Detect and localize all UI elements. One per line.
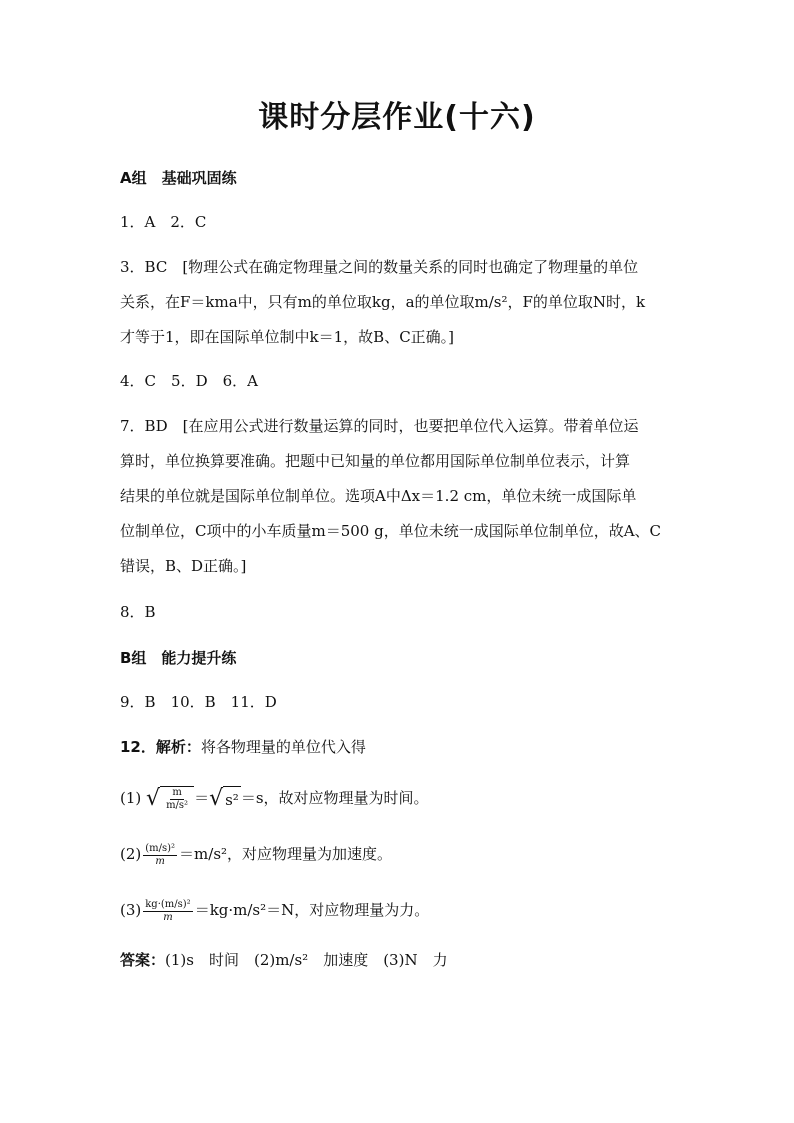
- answers-1-2: 1．A 2．C: [120, 213, 207, 231]
- item3-frac-den: m: [163, 911, 173, 923]
- q7-line-1: 7．BD [在应用公式进行数量运算的同时，也要把单位代入运算。带着单位运: [120, 417, 639, 435]
- answer-label: 答案：: [120, 951, 166, 969]
- sqrt-s2: √ s²: [209, 786, 239, 811]
- item3-fraction: [143, 899, 192, 924]
- final-answer: [120, 950, 700, 970]
- q12-item-1: [120, 785, 700, 813]
- group-b-heading: B组 能力提升练: [120, 649, 237, 667]
- group-a-heading: A组 基础巩固练: [120, 169, 237, 187]
- item1-result: ＝s，故对应物理量为时间。: [240, 789, 429, 807]
- item3-label: (3): [120, 901, 142, 919]
- q12-label: 12．解析：: [120, 738, 201, 756]
- q3-line-2: 关系，在F＝kma中，只有m的单位取kg，a的单位取m/s²，F的单位取N时，k: [120, 293, 646, 311]
- answer-8: 8．B: [120, 603, 156, 621]
- q7-line-2: 算时，单位换算要准确。把题中已知量的单位都用国际单位制单位表示，计算: [120, 452, 631, 470]
- answer-text: (1)s 时间 (2)m/s² 加速度 (3)N 力: [165, 951, 448, 969]
- q3-line-1: 3．BC [物理公式在确定物理量之间的数量关系的同时也确定了物理量的单位: [120, 258, 639, 276]
- q12-intro-text: 将各物理量的单位代入得: [200, 738, 366, 756]
- item3-result: ＝kg·m/s²＝N，对应物理量为力。: [194, 901, 430, 919]
- q12-item-2: [120, 840, 700, 868]
- item2-fraction: [143, 843, 177, 868]
- item1-equals: ＝: [194, 789, 210, 807]
- q7-line-5: 错误，B、D正确。]: [120, 557, 247, 575]
- q7-line-4: 位制单位，C项中的小车质量m＝500 g，单位未统一成国际单位制单位，故A、C: [120, 522, 662, 540]
- sqrt-fraction: √ $\frac{m}{\text{m/s²}}$: [146, 786, 194, 812]
- item1-label: (1): [120, 789, 142, 807]
- answers-4-6: 4．C 5．D 6．A: [120, 372, 258, 390]
- question-12-intro: [120, 737, 700, 757]
- answers-9-11: 9．B 10．B 11．D: [120, 693, 277, 711]
- q3-line-3: 才等于1，即在国际单位制中k＝1，故B、C正确。]: [120, 328, 455, 346]
- item2-result: ＝m/s²，对应物理量为加速度。: [179, 845, 393, 863]
- q7-line-3: 结果的单位就是国际单位制单位。选项A中Δx＝1.2 cm，单位未统一成国际单: [120, 487, 637, 505]
- item2-frac-den: m: [155, 855, 165, 867]
- item1-frac-num: m: [172, 787, 182, 798]
- item1-inner: s²: [223, 786, 241, 813]
- item2-label: (2): [120, 845, 142, 863]
- question-7-explanation: [120, 416, 700, 576]
- page-title: 课时分层作业(十六): [258, 100, 536, 135]
- q12-item-3: [120, 896, 700, 924]
- question-3-explanation: [120, 257, 700, 347]
- item3-frac-num: kg·(m/s)²: [145, 898, 191, 910]
- item1-frac-den: m/s²: [166, 800, 189, 811]
- item2-frac-num: (m/s)²: [145, 842, 176, 854]
